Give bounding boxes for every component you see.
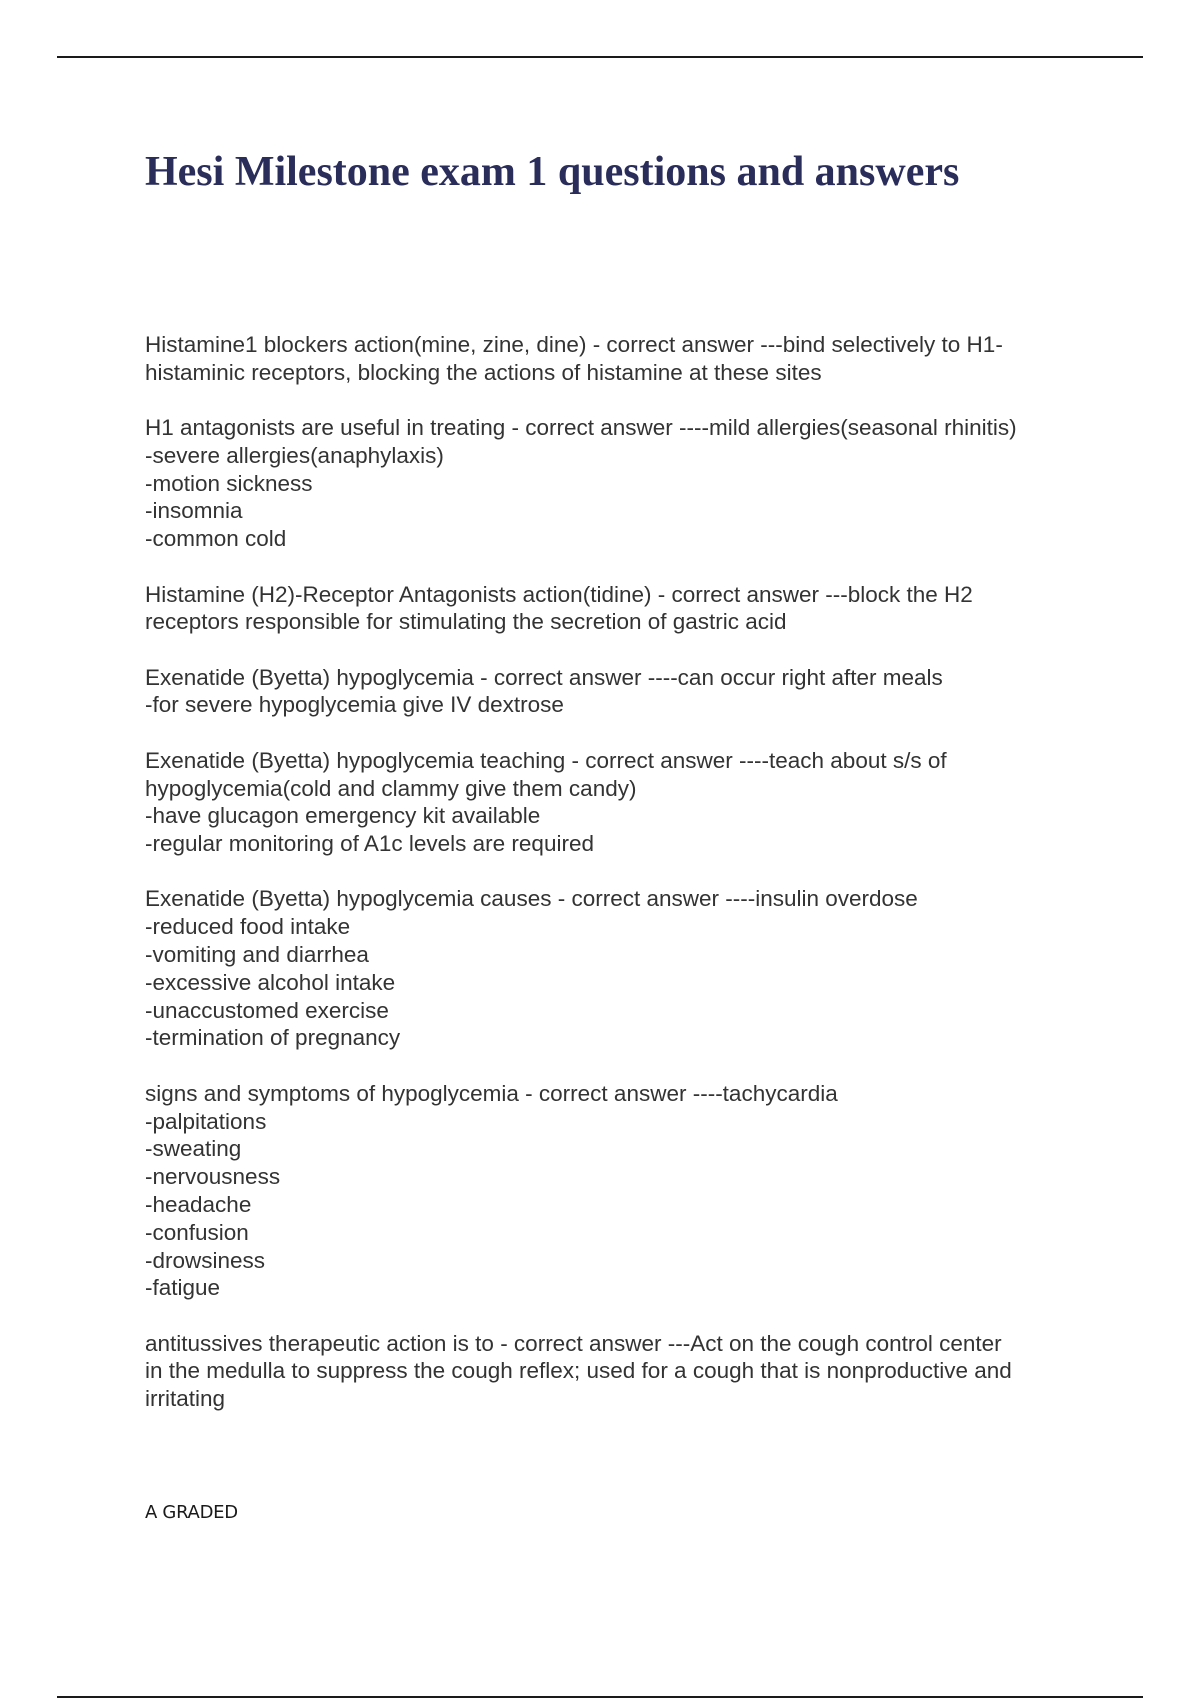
qa-line: -excessive alcohol intake — [145, 969, 396, 995]
qa-line: -reduced food intake — [145, 914, 351, 940]
top-divider — [57, 56, 1143, 58]
qa-line: -palpitations — [145, 1108, 267, 1134]
qa-line: in the medulla to suppress the cough reflex; used for a cough that is nonproductive and — [145, 1358, 1012, 1384]
bottom-divider — [57, 1696, 1143, 1698]
qa-line: -common cold — [145, 526, 287, 552]
qa-line: -drowsiness — [145, 1247, 266, 1273]
qa-line: -unaccustomed exercise — [145, 997, 389, 1023]
qa-line: irritating — [145, 1386, 226, 1412]
qa-line: -confusion — [145, 1219, 249, 1245]
qa-line: -nervousness — [145, 1164, 281, 1190]
footer-label: A GRADED — [145, 1502, 238, 1523]
qa-line: antitussives therapeutic action is to - correct answer ---Act on the cough control center — [145, 1330, 1002, 1356]
qa-line: -sweating — [145, 1136, 242, 1162]
qa-line: Exenatide (Byetta) hypoglycemia causes - correct answer ----insulin overdose — [145, 886, 918, 912]
qa-item — [145, 414, 1145, 553]
qa-line: -have glucagon emergency kit available — [145, 803, 541, 829]
qa-line: Histamine1 blockers action(mine, zine, dine) - correct answer ---bind selectively to H1- — [145, 332, 1003, 357]
qa-line: signs and symptoms of hypoglycemia - correct answer ----tachycardia — [145, 1080, 838, 1106]
qa-line: -motion sickness — [145, 470, 313, 496]
qa-item — [145, 1330, 1145, 1413]
qa-line: -termination of pregnancy — [145, 1025, 401, 1051]
qa-item — [145, 1080, 1145, 1302]
qa-line: H1 antagonists are useful in treating - correct answer ----mild allergies(seasonal rhinitis) — [145, 415, 1017, 441]
qa-line: histaminic receptors, blocking the actions of histamine at these sites — [145, 359, 822, 385]
qa-line: -for severe hypoglycemia give IV dextrose — [145, 692, 564, 718]
qa-line: Exenatide (Byetta) hypoglycemia - correct answer ----can occur right after meals — [145, 664, 943, 690]
qa-line: Exenatide (Byetta) hypoglycemia teaching - correct answer ----teach about s/s of — [145, 747, 947, 773]
qa-line: -severe allergies(anaphylaxis) — [145, 442, 444, 468]
qa-line: receptors responsible for stimulating the secretion of gastric acid — [145, 609, 787, 635]
page-title: Hesi Milestone exam 1 questions and answers — [145, 149, 960, 195]
qa-line: -headache — [145, 1191, 252, 1217]
qa-line: -insomnia — [145, 498, 243, 524]
qa-line: -fatigue — [145, 1275, 221, 1301]
qa-line: -regular monitoring of A1c levels are required — [145, 831, 594, 857]
qa-item — [145, 885, 1145, 1052]
qa-item — [145, 664, 1145, 720]
qa-line: hypoglycemia(cold and clammy give them candy) — [145, 775, 637, 801]
qa-item — [145, 747, 1145, 858]
qa-list — [145, 331, 1145, 1441]
qa-item — [145, 581, 1145, 637]
qa-line: Histamine (H2)-Receptor Antagonists action(tidine) - correct answer ---block the H2 — [145, 581, 973, 607]
qa-item — [145, 331, 1145, 387]
qa-line: -vomiting and diarrhea — [145, 942, 369, 968]
